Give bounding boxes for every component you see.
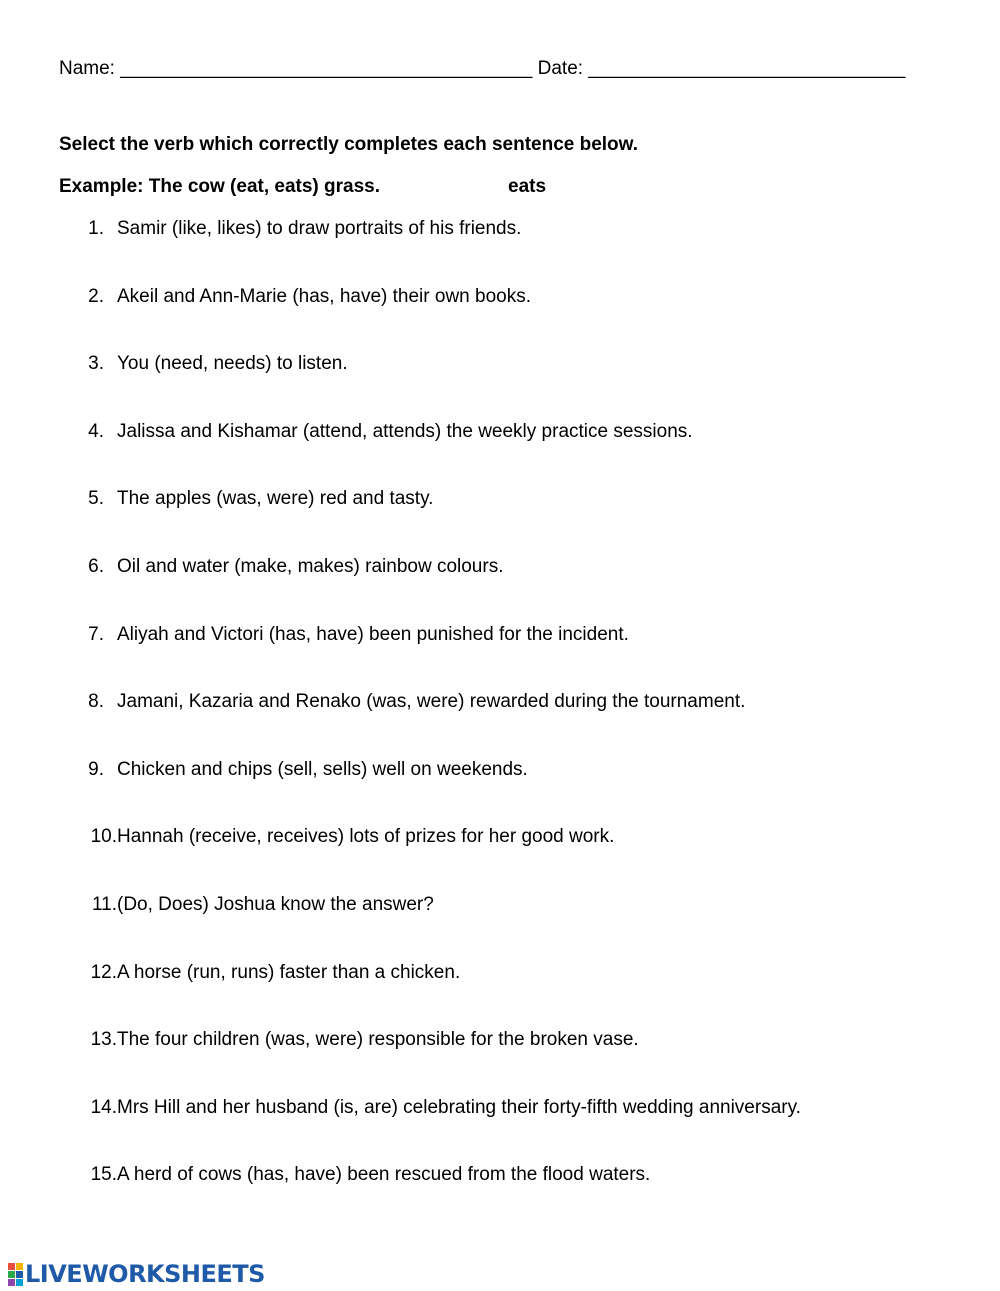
question-text: Samir (like, likes) to draw portraits of his friends.	[117, 218, 522, 239]
instructions-heading: Select the verb which correctly completes each sentence below.	[59, 134, 639, 155]
question-text: Oil and water (make, makes) rainbow colours.	[117, 556, 504, 577]
question-number: 5.	[88, 488, 104, 509]
logo-square	[16, 1271, 23, 1278]
question-number: 7.	[88, 624, 104, 645]
question-number: 1.	[88, 218, 104, 239]
question-number: 11.	[91, 894, 117, 915]
question-text: (Do, Does) Joshua know the answer?	[117, 894, 434, 915]
example-sentence: Example: The cow (eat, eats) grass.	[59, 176, 381, 197]
question-text: Chicken and chips (sell, sells) well on weekends.	[117, 759, 528, 780]
name-date-line: Name: _______________________________________ Date: ______________________________	[59, 58, 906, 79]
question-text: Mrs Hill and her husband (is, are) celebrating their forty-fifth wedding anniversary.	[117, 1097, 801, 1118]
question-number: 3.	[88, 353, 104, 374]
question-number: 8.	[88, 691, 104, 712]
question-text: Jamani, Kazaria and Renako (was, were) rewarded during the tournament.	[117, 691, 746, 712]
question-text: Jalissa and Kishamar (attend, attends) the weekly practice sessions.	[117, 421, 693, 442]
liveworksheets-logo	[8, 1262, 265, 1286]
question-number: 13.	[90, 1029, 117, 1050]
example-line	[59, 176, 547, 198]
question-text: A herd of cows (has, have) been rescued from the flood waters.	[117, 1164, 651, 1185]
question-text: Aliyah and Victori (has, have) been punished for the incident.	[117, 624, 629, 645]
logo-square	[8, 1279, 15, 1286]
question-text: You (need, needs) to listen.	[117, 353, 348, 374]
question-number: 12.	[90, 962, 117, 983]
question-text: Akeil and Ann-Marie (has, have) their own books.	[117, 286, 531, 307]
logo-square	[8, 1263, 15, 1270]
logo-square	[8, 1271, 15, 1278]
question-number: 6.	[88, 556, 104, 577]
logo-square	[16, 1263, 23, 1270]
example-answer: eats	[508, 176, 547, 197]
liveworksheets-logo-icon	[8, 1263, 23, 1286]
question-text: Hannah (receive, receives) lots of prizes for her good work.	[117, 826, 615, 847]
question-number: 9.	[88, 759, 104, 780]
question-number: 4.	[88, 421, 104, 442]
logo-square	[16, 1279, 23, 1286]
question-number: 15.	[90, 1164, 117, 1185]
question-number: 2.	[88, 286, 104, 307]
question-text: A horse (run, runs) faster than a chicken.	[117, 962, 461, 983]
question-number: 14.	[90, 1097, 117, 1118]
question-text: The four children (was, were) responsible for the broken vase.	[117, 1029, 639, 1050]
logo-text: LIVEWORKSHEETS	[25, 1260, 265, 1288]
question-text: The apples (was, were) red and tasty.	[117, 488, 434, 509]
question-number: 10.	[90, 826, 117, 847]
